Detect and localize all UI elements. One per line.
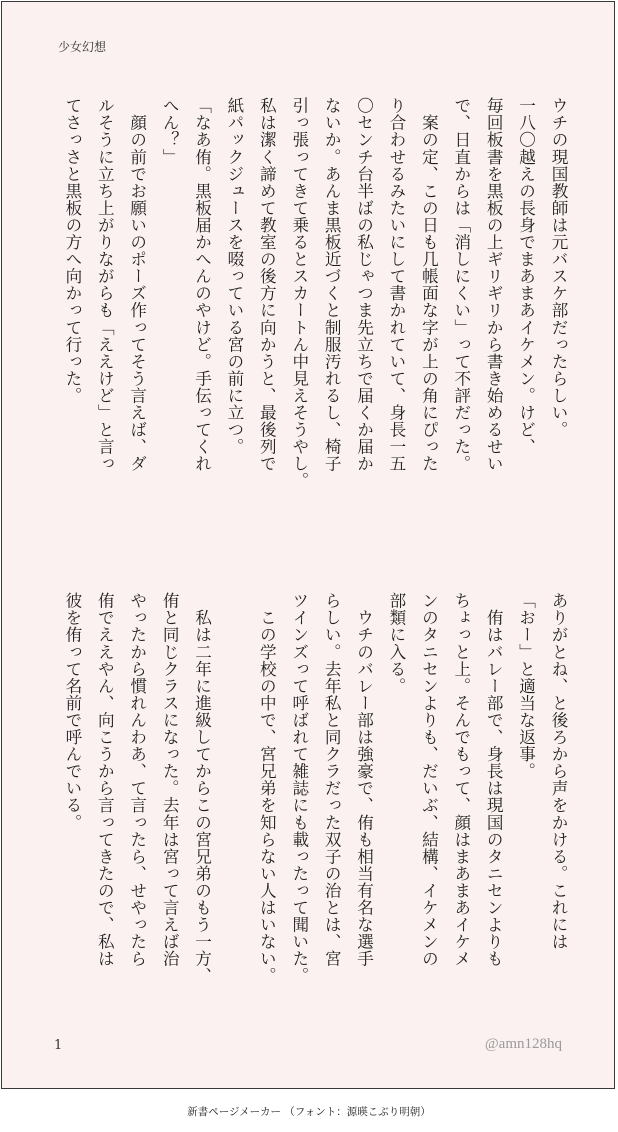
author-handle: @amn128hq bbox=[484, 1036, 562, 1052]
page-number: 1 bbox=[54, 1038, 63, 1053]
body-text-upper: ウチの現国教師は元バスケ部だったらしい。 一八〇越えの長身でまあまあイケメン。けど、 毎回板書を黒板の上ギリギリから書き始めるせい で、日直からは「消しにくい」って不評だった。 案の定、この日も几帳面な字が上の角にぴった り合わせるみたいにして書かれていて、身長一五 〇センチ台半ばの私じゃつま先立ちで届くか届か ないか。あんま黒板近づくと制服汚れるし、椅子 引っ張ってきて乗るとスカートん中見えそうやし。 私は潔く諦めて教室の後方に向かうと、最後列で 紙パックジュースを啜っている宮の前に立つ。 「なあ侑。黒板届かへんのやけど。手伝ってくれ へん？」 顔の前でお願いのポーズ作ってそう言えば、ダ ルそうに立ち上がりながらも「ええけど」と言っ てさっさと黒板の方へ向かって行った。 bbox=[62, 97, 568, 490]
book-page bbox=[1, 1, 615, 1089]
generator-caption: 新書ページメーカー （フォント：源暎こぶり明朝） bbox=[187, 1106, 431, 1118]
body-text-lower: ありがとね、と後ろから声をかける。これには 「おー」と適当な返事。 侑はバレー部で、身長は現国のタニセンよりも ちょっと上。そんでもって、顔はまあまあイケメ ンのタニセンよりも、だいぶ、結構、イケメンの 部類に入る。 ウチのバレー部は強豪で、侑も相当有名な選手 らしい。去年私と同クラだった双子の治とは、宮 ツインズって呼ばれて雑誌にも載ったって聞いた。 この学校の中で、宮兄弟を知らない人はいない。 私は二年に進級してからこの宮兄弟のもう一方、 侑と同じクラスになった。去年は宮って言えば治 やったから慣れんわあ、て言ったら、せやったら 侑でええやん、向こうから言ってきたので、私は 彼を侑って名前で呼んでいる。 bbox=[62, 592, 568, 985]
book-title: 少女幻想 bbox=[58, 40, 107, 54]
